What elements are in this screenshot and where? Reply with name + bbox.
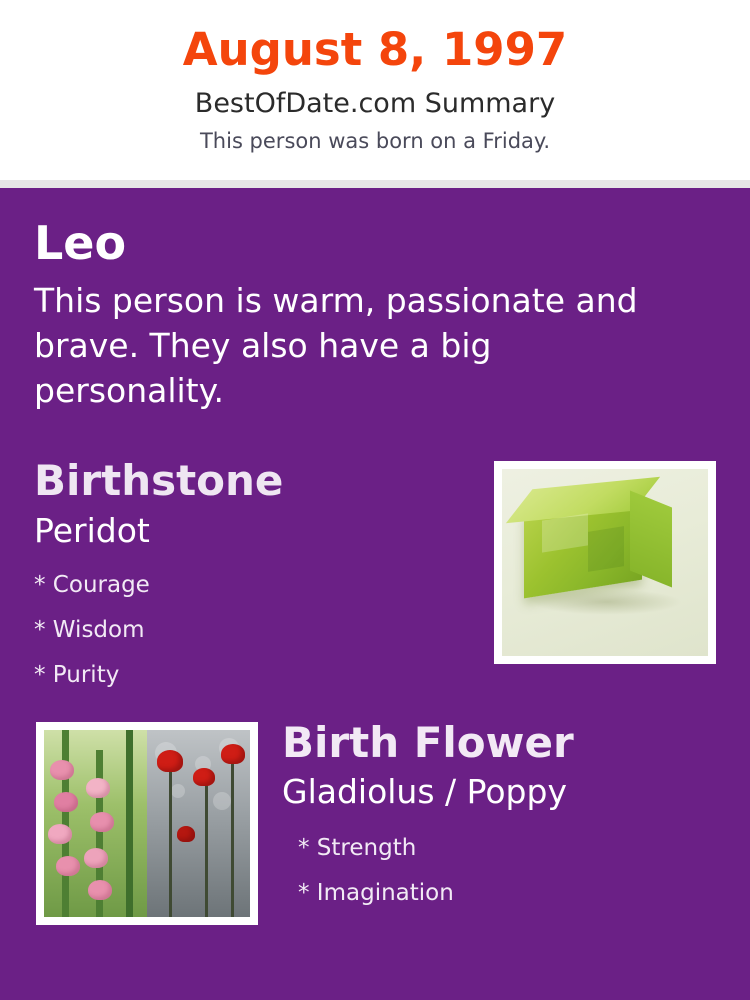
- poppy-photo-half: [147, 730, 250, 917]
- header: [0, 0, 750, 180]
- list-item: * Courage: [34, 572, 150, 598]
- list-item: * Purity: [34, 662, 120, 688]
- site-summary-label: BestOfDate.com Summary: [194, 88, 556, 119]
- birthstone-image-inner: [502, 469, 708, 656]
- birth-flower-image: [36, 722, 258, 925]
- zodiac-sign-name: Leo: [34, 216, 127, 270]
- birth-flower-name: Gladiolus / Poppy: [282, 772, 567, 811]
- birth-flower-title: Birth Flower: [282, 718, 574, 767]
- birthstone-section: [34, 455, 716, 698]
- zodiac-description: This person is warm, passionate and brave. They also have a big personality.: [34, 281, 638, 410]
- birth-flower-text: [282, 716, 716, 916]
- birthstone-name: Peridot: [34, 511, 150, 550]
- birth-flower-section: [34, 716, 716, 936]
- birthstone-title: Birthstone: [34, 456, 284, 505]
- header-divider: [0, 180, 750, 188]
- page-title-date: August 8, 1997: [182, 23, 568, 76]
- list-item: * Strength: [298, 835, 417, 861]
- birth-day-note: This person was born on a Friday.: [199, 129, 551, 153]
- list-item: * Wisdom: [34, 617, 145, 643]
- birth-flower-image-inner: [44, 730, 250, 917]
- list-item: * Imagination: [298, 880, 454, 906]
- details-panel: [0, 188, 750, 1000]
- gladiolus-photo-half: [44, 730, 147, 917]
- birthstone-image: [494, 461, 716, 664]
- gem-right-facet: [630, 491, 672, 588]
- birth-flower-traits: [298, 826, 716, 916]
- gem-dark-facet: [588, 526, 624, 572]
